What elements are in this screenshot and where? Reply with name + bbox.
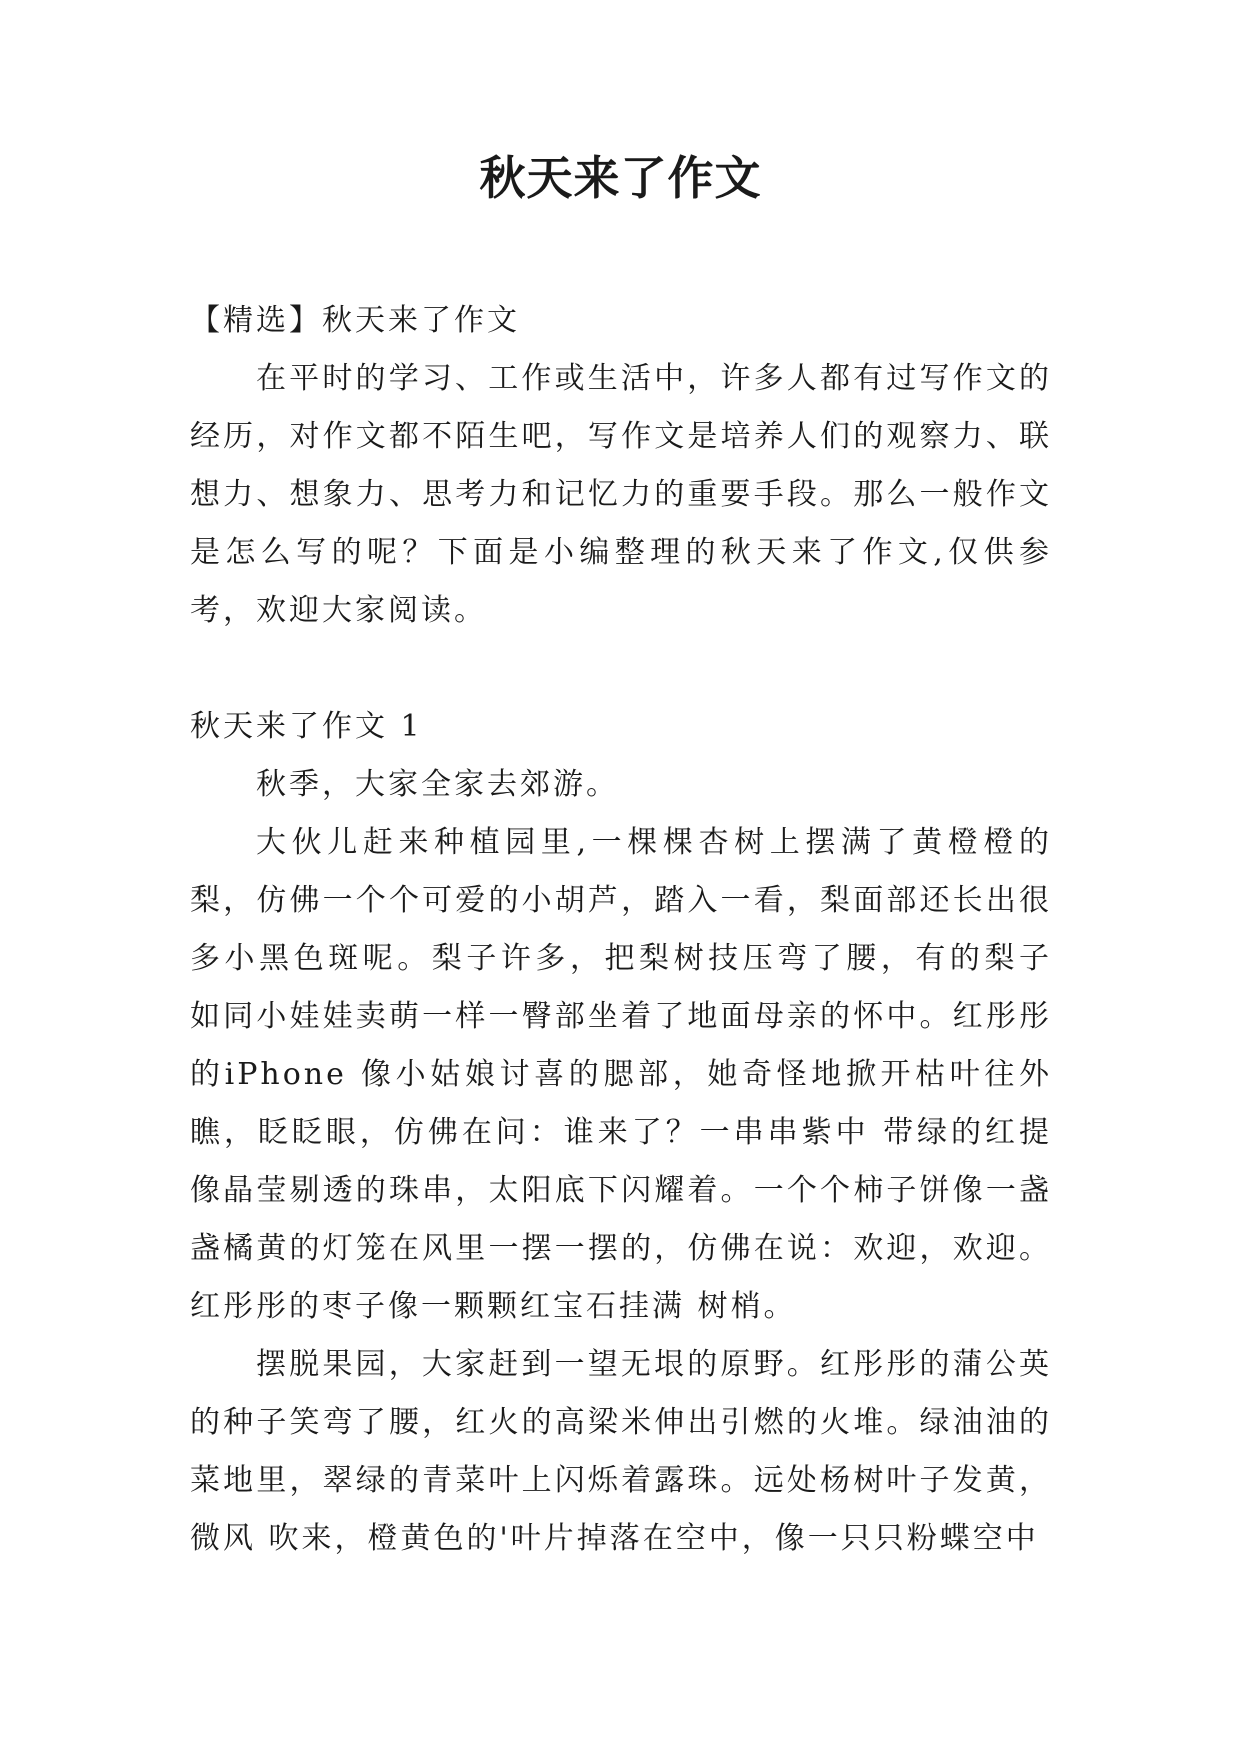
body-paragraph: 大伙儿赶来种植园里,一棵棵杏树上摆满了黄橙橙的梨，仿佛一个个可爱的小胡芦，踏入一看，梨面部还长出很多小黑色斑呢。梨子许多，把梨树技压弯了腰，有的梨子 如同小娃娃卖萌一样一臀部坐着了地面母亲的怀中。红彤彤的iPhone 像小姑娘讨喜的腮部，她奇怪地掀开枯叶往外瞧，眨眨眼，仿佛在问：谁来了？一串串紫中 带绿的红提像晶莹剔透的珠串，太阳底下闪耀着。一个个柿子饼像一盏盏橘黄的灯笼在风里一摆一摆的，仿佛在说：欢迎，欢迎。红彤彤的枣子像一颗颗红宝石挂满 树梢。 (190, 825, 1052, 1324)
document-title: 秋天来了作文 (479, 151, 762, 205)
intro-paragraph: 在平时的学习、工作或生活中，许多人都有过写作文的经历，对作文都不陌生吧，写作文是培养人们的观察力、联想力、想象力、思考力和记忆力的重要手段。那么一般作文是怎么写的呢？下面是小编整理的秋天来了作文,仅供参考，欢迎大家阅读。 (190, 361, 1052, 628)
body-paragraph: 摆脱果园，大家赶到一望无垠的原野。红彤彤的蒲公英的种子笑弯了腰，红火的高梁米伸出引燃的火堆。绿油油的菜地里，翠绿的青菜叶上闪烁着露珠。远处杨树叶子发黄，微风 吹来，橙黄色的'叶片掉落在空中，像一只只粉蝶空中 (190, 1347, 1052, 1556)
body-paragraph: 秋季，大家全家去郊游。 (256, 767, 619, 802)
document-body (190, 292, 1052, 1568)
section-heading: 秋天来了作文 1 (190, 709, 423, 744)
intro-heading: 【精选】秋天来了作文 (190, 303, 520, 338)
section-spacer (190, 640, 1052, 698)
